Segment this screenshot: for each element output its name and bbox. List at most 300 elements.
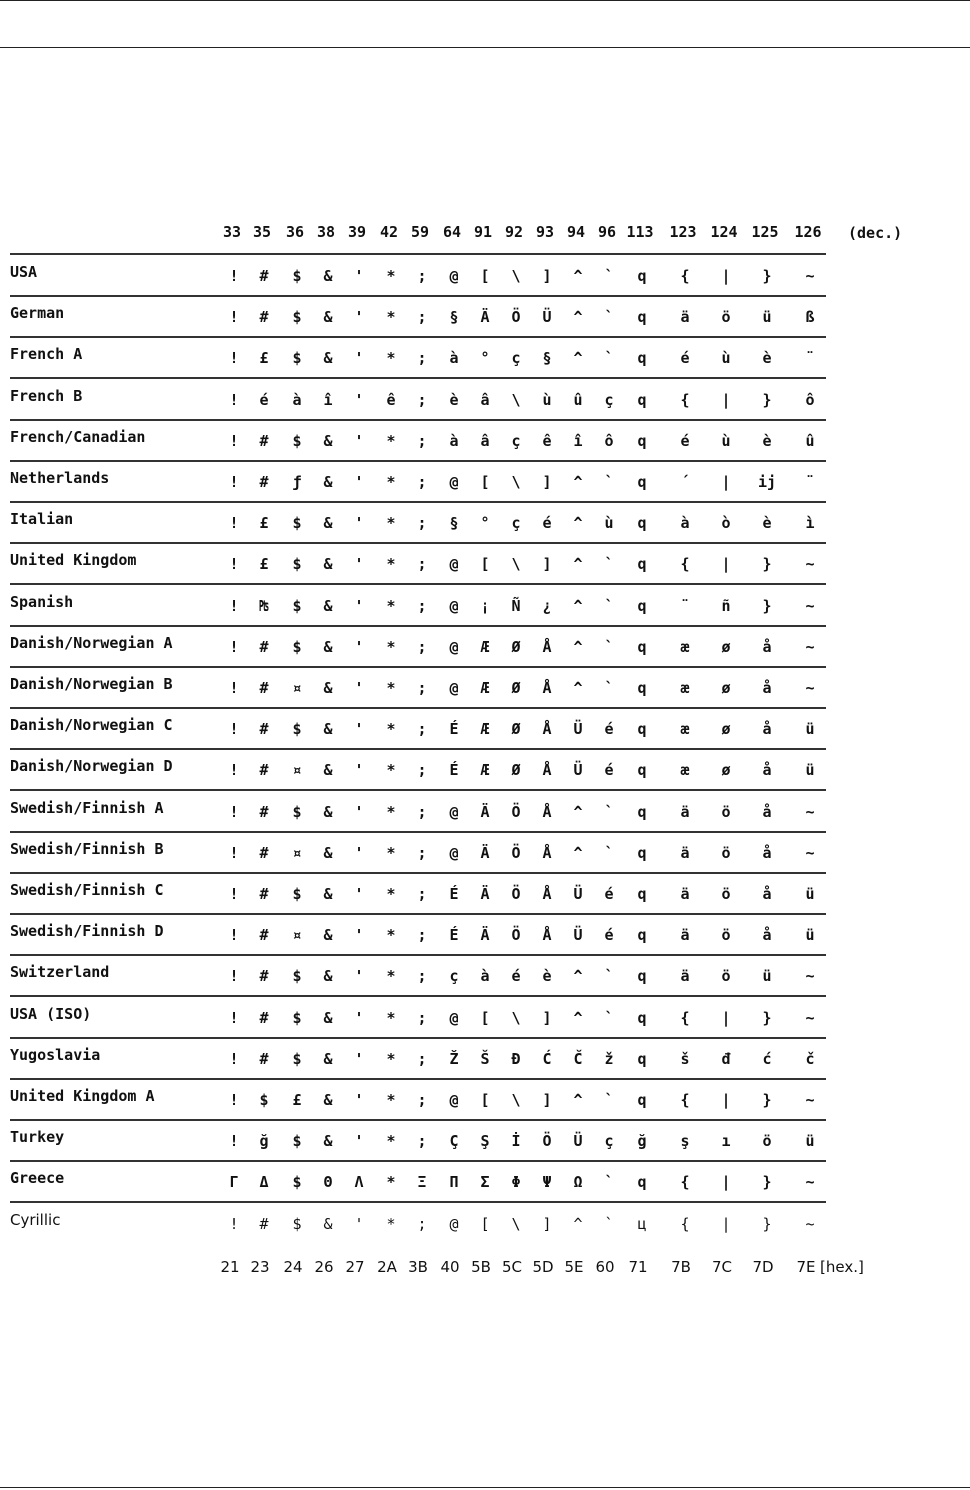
- char-cell: #: [259, 679, 269, 697]
- dec-code-header: 42: [379, 223, 399, 241]
- char-cell: ;: [417, 1091, 427, 1109]
- char-cell: É: [449, 761, 459, 780]
- char-cell: É: [449, 885, 459, 903]
- char-cell: Λ: [354, 1173, 364, 1192]
- char-cell: ä: [680, 926, 690, 945]
- row-label: Danish/Norwegian A: [10, 633, 173, 652]
- char-cell: °: [480, 349, 490, 368]
- char-cell: ç: [449, 967, 459, 986]
- char-cell: &: [323, 637, 333, 656]
- row-label: French B: [10, 386, 83, 405]
- char-cell: !: [229, 514, 239, 533]
- char-cell: Ü: [573, 720, 583, 739]
- char-cell: â: [480, 390, 490, 409]
- char-cell: æ: [680, 637, 690, 656]
- char-cell: !: [229, 1049, 239, 1068]
- char-cell: å: [762, 926, 772, 945]
- char-cell: ü: [805, 926, 815, 945]
- char-cell: Š: [480, 1049, 490, 1068]
- char-cell: ^: [573, 967, 583, 986]
- char-cell: *: [386, 843, 396, 862]
- char-cell: &: [323, 596, 333, 615]
- char-cell: !: [229, 637, 239, 656]
- char-cell: £: [259, 555, 269, 574]
- char-cell: $: [292, 596, 302, 615]
- char-cell: ]: [542, 1214, 552, 1233]
- char-cell: İ: [511, 1132, 521, 1151]
- char-cell: q: [637, 267, 647, 285]
- char-cell: @: [449, 637, 459, 656]
- char-cell: ä: [680, 967, 690, 986]
- char-cell: [: [480, 1008, 490, 1027]
- char-cell: Ç: [449, 1132, 459, 1151]
- char-cell: Ü: [573, 761, 583, 780]
- char-cell: $: [292, 802, 302, 821]
- char-cell: ': [354, 637, 364, 656]
- char-cell: &: [323, 1049, 333, 1068]
- char-cell: !: [229, 1091, 239, 1109]
- row-separator: [10, 954, 826, 956]
- char-cell: @: [449, 1008, 459, 1027]
- char-cell: Æ: [480, 720, 490, 739]
- char-cell: &: [323, 555, 333, 574]
- char-cell: *: [386, 679, 396, 697]
- char-cell: $: [259, 1091, 269, 1109]
- char-cell: ~: [805, 596, 815, 615]
- char-cell: #: [259, 926, 269, 945]
- char-cell: !: [229, 761, 239, 780]
- char-cell: #: [259, 720, 269, 739]
- char-cell: ': [354, 761, 364, 780]
- hex-code-footer: 21: [220, 1258, 240, 1276]
- char-cell: ü: [805, 1132, 815, 1151]
- char-cell: ;: [417, 390, 427, 409]
- char-cell: Ü: [573, 1132, 583, 1151]
- char-cell: ': [354, 1049, 364, 1068]
- char-cell: ': [354, 679, 364, 697]
- char-cell: @: [449, 596, 459, 615]
- char-cell: ': [354, 267, 364, 285]
- char-cell: ;: [417, 596, 427, 615]
- char-cell: î: [323, 390, 333, 409]
- row-label: French/Canadian: [10, 427, 146, 446]
- char-cell: {: [680, 555, 690, 574]
- char-cell: `: [604, 802, 614, 821]
- char-cell: §: [449, 514, 459, 533]
- row-separator: [10, 707, 826, 709]
- char-cell: ò: [721, 514, 731, 533]
- char-cell: ;: [417, 967, 427, 986]
- char-cell: ': [354, 720, 364, 739]
- row-label: Italian: [10, 510, 74, 529]
- char-cell: ç: [604, 1132, 614, 1151]
- hex-code-footer: 24: [283, 1258, 303, 1276]
- row-label: Swedish/Finnish B: [10, 839, 164, 858]
- char-cell: è: [449, 390, 459, 409]
- char-cell: ø: [721, 679, 731, 697]
- char-cell: ~: [805, 555, 815, 574]
- char-cell: `: [604, 267, 614, 285]
- char-cell: &: [323, 349, 333, 368]
- row-separator: [10, 1119, 826, 1121]
- char-cell: ö: [721, 308, 731, 327]
- char-cell: *: [386, 926, 396, 945]
- char-cell: ]: [542, 473, 552, 491]
- row-label: Cyrillic: [10, 1210, 61, 1229]
- char-cell: ^: [573, 1214, 583, 1233]
- char-cell: ;: [417, 431, 427, 450]
- row-separator: [10, 419, 826, 421]
- char-cell: @: [449, 843, 459, 862]
- char-cell: ğ: [637, 1132, 647, 1151]
- char-cell: ù: [721, 431, 731, 450]
- char-cell: ç: [511, 431, 521, 450]
- char-cell: £: [259, 349, 269, 368]
- char-cell: Ş: [480, 1132, 490, 1151]
- row-separator: [10, 460, 826, 462]
- char-cell: Ž: [449, 1049, 459, 1068]
- char-cell: {: [680, 1173, 690, 1192]
- char-cell: ': [354, 596, 364, 615]
- char-cell: [: [480, 1214, 490, 1233]
- dec-code-header: 123: [669, 223, 697, 241]
- row-separator: [10, 542, 826, 544]
- char-cell: ~: [805, 267, 815, 285]
- char-cell: &: [323, 720, 333, 739]
- dec-code-header: 38: [316, 223, 336, 241]
- char-cell: #: [259, 267, 269, 285]
- row-label: Turkey: [10, 1128, 65, 1147]
- char-cell: q: [637, 555, 647, 574]
- char-cell: q: [637, 514, 647, 533]
- row-label: Swedish/Finnish D: [10, 922, 164, 941]
- char-cell: ~: [805, 1008, 815, 1027]
- row-label: USA: [10, 263, 38, 281]
- hex-code-footer: 23: [250, 1258, 270, 1276]
- char-cell: ': [354, 1214, 364, 1233]
- char-cell: q: [637, 926, 647, 945]
- char-cell: å: [762, 637, 772, 656]
- char-cell: !: [229, 1008, 239, 1027]
- char-cell: ñ: [721, 596, 731, 615]
- char-cell: å: [762, 761, 772, 780]
- char-cell: #: [259, 967, 269, 986]
- char-cell: }: [762, 1173, 772, 1192]
- char-cell: ': [354, 926, 364, 945]
- char-cell: Ć: [542, 1049, 552, 1068]
- char-cell: Ø: [511, 637, 521, 656]
- char-cell: ê: [542, 431, 552, 450]
- char-cell: [: [480, 1091, 490, 1109]
- char-cell: q: [637, 390, 647, 409]
- char-cell: q: [637, 761, 647, 780]
- char-cell: à: [449, 431, 459, 450]
- row-separator: [10, 501, 826, 503]
- row-label: Greece: [10, 1169, 65, 1188]
- char-cell: £: [292, 1091, 302, 1109]
- char-cell: ': [354, 555, 364, 574]
- char-cell: å: [762, 679, 772, 697]
- char-cell: ß: [805, 308, 815, 327]
- char-cell: &: [323, 514, 333, 533]
- char-cell: è: [762, 514, 772, 533]
- row-label: Yugoslavia: [10, 1045, 101, 1064]
- char-cell: |: [721, 1214, 731, 1233]
- char-cell: {: [680, 1008, 690, 1027]
- char-cell: *: [386, 267, 396, 285]
- row-label: Swedish/Finnish A: [10, 798, 164, 817]
- char-cell: ': [354, 473, 364, 491]
- char-cell: ;: [417, 308, 427, 327]
- char-cell: ;: [417, 473, 427, 491]
- row-separator: [10, 666, 826, 668]
- char-cell: Δ: [259, 1173, 269, 1192]
- char-cell: &: [323, 431, 333, 450]
- row-label: Swedish/Finnish C: [10, 881, 164, 899]
- char-cell: Đ: [511, 1049, 521, 1068]
- dec-code-header: 64: [442, 223, 462, 241]
- char-cell: !: [229, 926, 239, 945]
- char-cell: ~: [805, 637, 815, 656]
- char-cell: Φ: [511, 1173, 521, 1192]
- char-cell: ;: [417, 514, 427, 533]
- char-cell: ü: [805, 761, 815, 780]
- char-cell: !: [229, 431, 239, 450]
- char-cell: Ü: [573, 926, 583, 945]
- char-cell: {: [680, 267, 690, 285]
- char-cell: $: [292, 1008, 302, 1027]
- char-cell: {: [680, 1214, 690, 1233]
- char-cell: `: [604, 555, 614, 574]
- char-cell: Ü: [542, 308, 552, 327]
- char-cell: ü: [762, 967, 772, 986]
- char-cell: {: [680, 1091, 690, 1109]
- char-cell: !: [229, 308, 239, 327]
- char-cell: Γ: [229, 1173, 239, 1192]
- char-cell: û: [573, 390, 583, 409]
- char-cell: }: [762, 390, 772, 409]
- char-cell: @: [449, 1214, 459, 1233]
- char-cell: q: [637, 431, 647, 450]
- char-cell: ç: [511, 349, 521, 368]
- row-label: French A: [10, 345, 83, 364]
- char-cell: $: [292, 637, 302, 656]
- char-cell: ~: [805, 1214, 815, 1233]
- char-cell: *: [386, 349, 396, 368]
- dec-code-header: 125: [751, 223, 779, 241]
- char-cell: Ö: [511, 843, 521, 862]
- char-cell: q: [637, 967, 647, 986]
- char-cell: *: [386, 514, 396, 533]
- char-cell: !: [229, 1132, 239, 1151]
- char-cell: \: [511, 390, 521, 409]
- char-cell: č: [805, 1049, 815, 1068]
- char-cell: é: [542, 514, 552, 533]
- char-cell: $: [292, 349, 302, 368]
- char-cell: `: [604, 679, 614, 697]
- char-cell: ₧: [259, 596, 269, 615]
- char-cell: Ü: [573, 885, 583, 903]
- row-separator: [10, 583, 826, 585]
- char-cell: ;: [417, 885, 427, 903]
- char-cell: ü: [762, 308, 772, 327]
- row-separator: [10, 1160, 826, 1162]
- char-cell: Å: [542, 679, 552, 697]
- char-cell: $: [292, 1214, 302, 1233]
- char-cell: ': [354, 431, 364, 450]
- char-cell: ¤: [292, 679, 302, 697]
- char-cell: #: [259, 431, 269, 450]
- char-cell: Ö: [511, 926, 521, 945]
- char-cell: &: [323, 926, 333, 945]
- char-cell: `: [604, 637, 614, 656]
- char-cell: $: [292, 1173, 302, 1192]
- char-cell: é: [259, 390, 269, 409]
- char-cell: $: [292, 720, 302, 739]
- char-cell: ƒ: [292, 473, 302, 491]
- char-cell: ;: [417, 267, 427, 285]
- char-cell: è: [762, 431, 772, 450]
- char-cell: #: [259, 761, 269, 780]
- row-separator: [10, 789, 826, 791]
- dec-code-header: 124: [710, 223, 738, 241]
- char-cell: #: [259, 802, 269, 821]
- char-cell: Ø: [511, 720, 521, 739]
- row-separator: [10, 913, 826, 915]
- char-cell: *: [386, 596, 396, 615]
- hex-code-footer: 60: [595, 1258, 615, 1276]
- char-cell: [: [480, 267, 490, 285]
- char-cell: Ä: [480, 926, 490, 945]
- char-cell: q: [637, 1008, 647, 1027]
- char-cell: Σ: [480, 1173, 490, 1192]
- char-cell: q: [637, 1091, 647, 1109]
- char-cell: ^: [573, 843, 583, 862]
- char-cell: }: [762, 596, 772, 615]
- row-label: United Kingdom A: [10, 1087, 155, 1105]
- char-cell: ¡: [480, 596, 490, 615]
- char-cell: ;: [417, 637, 427, 656]
- char-cell: û: [805, 431, 815, 450]
- char-cell: ~: [805, 679, 815, 697]
- char-cell: à: [292, 390, 302, 409]
- char-cell: ц: [637, 1214, 647, 1233]
- char-cell: ;: [417, 926, 427, 945]
- char-cell: @: [449, 802, 459, 821]
- char-cell: å: [762, 720, 772, 739]
- char-cell: Ξ: [417, 1173, 427, 1192]
- char-cell: Å: [542, 761, 552, 780]
- char-cell: ć: [762, 1049, 772, 1068]
- char-cell: Å: [542, 637, 552, 656]
- char-cell: #: [259, 885, 269, 903]
- char-cell: Ä: [480, 843, 490, 862]
- char-cell: ': [354, 802, 364, 821]
- char-cell: ]: [542, 267, 552, 285]
- char-cell: æ: [680, 720, 690, 739]
- char-cell: ^: [573, 514, 583, 533]
- char-cell: Θ: [323, 1173, 333, 1192]
- row-separator: [10, 872, 826, 874]
- hex-code-footer: 3B: [408, 1258, 428, 1276]
- char-cell: q: [637, 637, 647, 656]
- char-cell: *: [386, 1008, 396, 1027]
- char-cell: î: [573, 431, 583, 450]
- char-cell: ;: [417, 1049, 427, 1068]
- char-cell: @: [449, 555, 459, 574]
- char-cell: ô: [805, 390, 815, 409]
- char-cell: Π: [449, 1173, 459, 1192]
- char-cell: ž: [604, 1049, 614, 1068]
- hex-code-footer: 2A: [377, 1258, 397, 1276]
- char-cell: q: [637, 1049, 647, 1068]
- char-cell: ì: [805, 514, 815, 533]
- char-cell: *: [386, 802, 396, 821]
- char-cell: ': [354, 1091, 364, 1109]
- char-cell: !: [229, 843, 239, 862]
- char-cell: *: [386, 555, 396, 574]
- char-cell: *: [386, 308, 396, 327]
- char-cell: å: [762, 802, 772, 821]
- hex-code-footer: 40: [440, 1258, 460, 1276]
- char-cell: ä: [680, 885, 690, 903]
- char-cell: \: [511, 555, 521, 574]
- char-cell: ü: [805, 885, 815, 903]
- char-cell: Ä: [480, 885, 490, 903]
- char-cell: q: [637, 679, 647, 697]
- row-separator: [10, 625, 826, 627]
- hex-code-footer: 26: [314, 1258, 334, 1276]
- row-label: Switzerland: [10, 963, 110, 982]
- char-cell: ğ: [259, 1132, 269, 1151]
- char-cell: ]: [542, 1008, 552, 1027]
- char-cell: š: [680, 1049, 690, 1068]
- char-cell: ¨: [680, 596, 690, 615]
- row-separator: [10, 831, 826, 833]
- char-cell: |: [721, 1008, 731, 1027]
- char-cell: ': [354, 967, 364, 986]
- char-cell: q: [637, 349, 647, 368]
- dec-code-header: 96: [597, 223, 617, 241]
- char-cell: ê: [386, 390, 396, 409]
- char-cell: `: [604, 1214, 614, 1233]
- char-cell: ^: [573, 679, 583, 697]
- char-cell: ö: [721, 967, 731, 986]
- dec-code-header: 59: [410, 223, 430, 241]
- row-separator: [10, 1037, 826, 1039]
- char-cell: Ö: [511, 885, 521, 903]
- char-cell: è: [762, 349, 772, 368]
- char-cell: &: [323, 885, 333, 903]
- char-cell: ;: [417, 1132, 427, 1151]
- char-cell: ü: [805, 720, 815, 739]
- hex-code-footer: 7D: [752, 1258, 774, 1276]
- char-cell: !: [229, 349, 239, 368]
- row-label: Danish/Norwegian B: [10, 675, 173, 693]
- char-cell: *: [386, 431, 396, 450]
- char-cell: ]: [542, 1091, 552, 1109]
- char-cell: $: [292, 514, 302, 533]
- char-cell: !: [229, 967, 239, 986]
- char-cell: *: [386, 1091, 396, 1109]
- char-cell: å: [762, 843, 772, 862]
- char-cell: Ä: [480, 308, 490, 327]
- char-cell: Æ: [480, 761, 490, 780]
- char-cell: *: [386, 1049, 396, 1068]
- char-cell: å: [762, 885, 772, 903]
- char-cell: ö: [721, 926, 731, 945]
- char-cell: Å: [542, 843, 552, 862]
